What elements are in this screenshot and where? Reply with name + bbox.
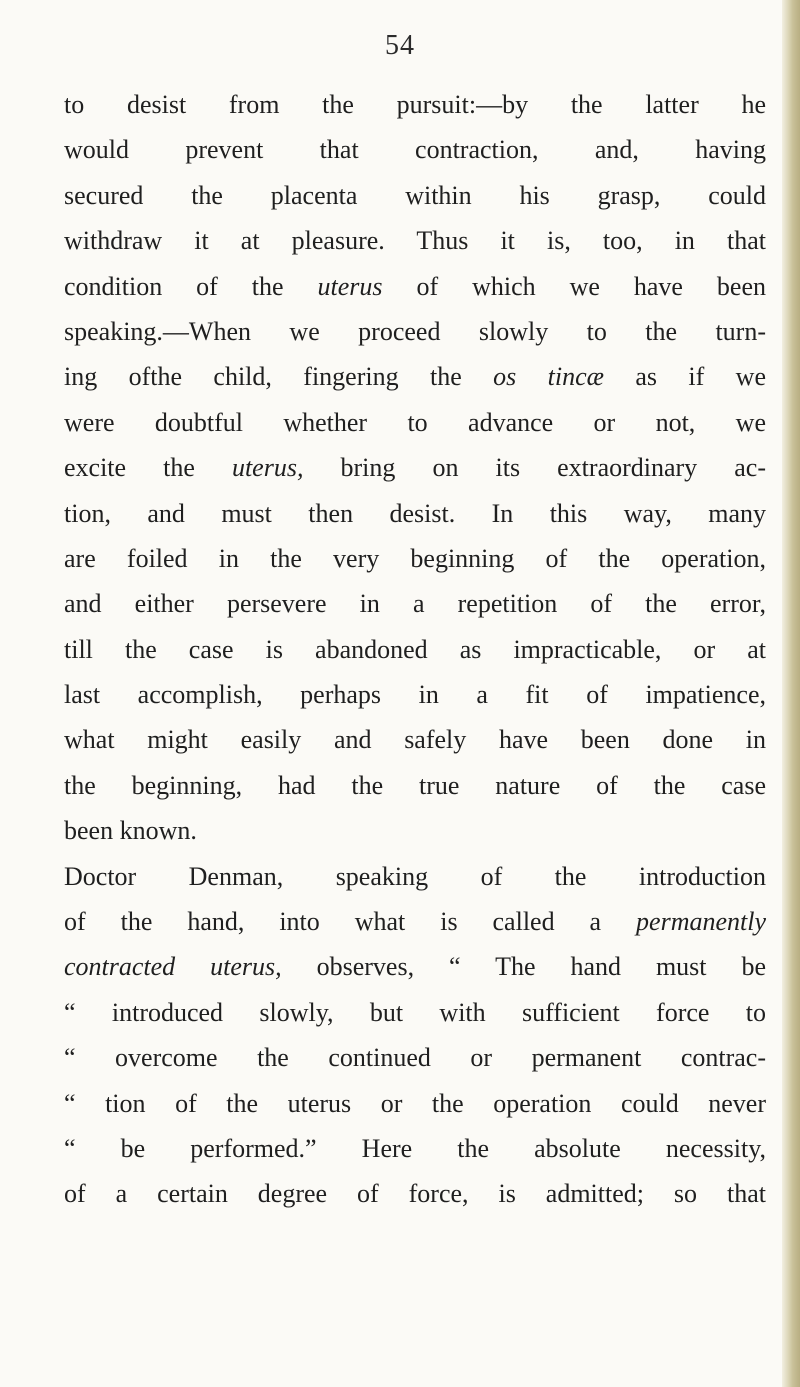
text-line [64,400,766,445]
text-line [64,990,766,1035]
italic-text: permanently [636,907,766,937]
text-run: to desist from the pursuit:—by the latter he [64,90,766,119]
page-number: 54 [385,30,415,61]
text-line [64,854,766,899]
italic-text: uterus, [231,453,304,483]
text-run: withdraw it at pleasure. Thus it is, too, in that [64,226,766,256]
text-run: of the hand, into what is called a [64,907,637,937]
text-run: “ introduced slowly, but with sufficient force to [64,997,766,1027]
text-line [64,1081,766,1126]
text-line [64,173,766,218]
text-line [64,309,766,354]
text-run: the beginning, had the true nature of the case [64,770,766,800]
text-run: Doctor Denman, speaking of the introduction [64,861,766,891]
text-line [64,1171,766,1216]
text-line [64,763,766,808]
text-line [64,944,766,989]
text-run: last accomplish, perhaps in a fit of impatience, [64,680,766,710]
text-line [64,808,766,853]
text-run: excite the [64,453,232,483]
text-line [64,536,766,581]
text-run: are foiled in the very beginning of the operation, [64,543,766,573]
text-line [64,717,766,762]
text-line [64,1035,766,1080]
body-text [64,82,766,1217]
text-line [64,581,766,626]
text-run: of a certain degree of force, is admitted; so that [64,1179,766,1209]
text-run: “ tion of the uterus or the operation could never [64,1088,766,1118]
text-run: been known. [64,816,197,846]
italic-text: contracted uterus, [64,952,282,982]
text-line [64,218,766,263]
text-run: tion, and must then desist. In this way, many [64,498,766,528]
text-run: till the case is abandoned as impracticable, or at [64,634,766,664]
text-run: secured the placenta within his grasp, could [64,180,766,210]
text-run: “ be performed.” Here the absolute necessity, [64,1133,766,1163]
text-run: what might easily and safely have been done in [64,725,766,755]
text-run: were doubtful whether to advance or not, we [64,407,766,437]
text-run: ing ofthe child, fingering the [64,362,494,392]
text-run: would prevent that contraction, and, having [64,135,766,165]
text-run: as if we [603,362,767,392]
text-line [64,264,766,309]
text-run: “ overcome the continued or permanent contrac- [64,1043,766,1073]
text-line [64,491,766,536]
page-edge-shadow [782,0,800,1387]
text-line [64,127,766,172]
italic-text: os tincæ [493,362,604,392]
text-run: speaking.—When we proceed slowly to the turn- [64,316,766,346]
text-line [64,1126,766,1171]
text-line [64,672,766,717]
text-run: condition of the [64,271,318,301]
italic-text: uterus [317,271,383,301]
text-run: observes, “ The hand must be [281,952,767,982]
text-line [64,82,766,127]
text-line [64,354,766,399]
text-run: of which we have been [382,271,766,301]
text-run: and either persevere in a repetition of the error, [64,589,766,619]
text-line [64,899,766,944]
text-line [64,445,766,490]
text-line [64,627,766,672]
text-run: bring on its extraordinary ac- [303,453,766,483]
